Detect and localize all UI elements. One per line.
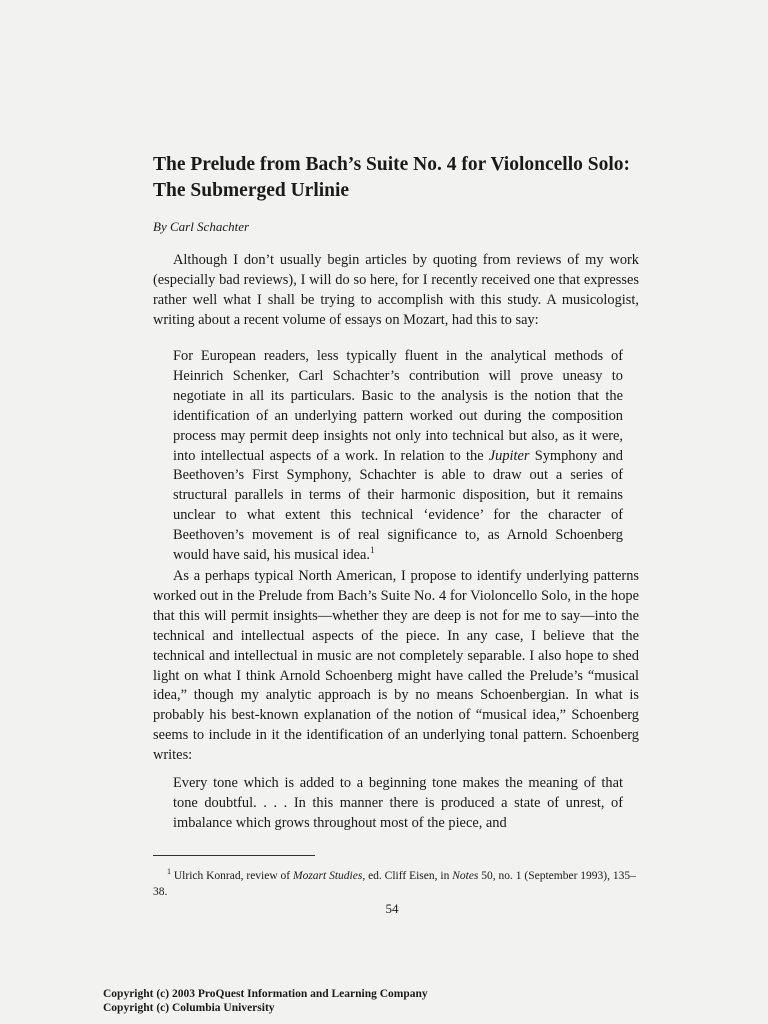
quote-1-italic-jupiter: Jupiter: [488, 447, 530, 464]
block-quote-2: Every tone which is added to a beginning tone makes the meaning of that tone doubtful. . . . In this manner there is produced a state of unrest, of imbalance which grows throughout most of the piece, and: [173, 775, 623, 831]
footnote-text-middle: , ed. Cliff Eisen, in: [362, 869, 453, 882]
quote-1-text-end: Symphony and Beethoven’s First Symphony, Schachter is able to draw out a series of structural parallels in terms of their harmonic disposition, but it remains unclear to what extent this technical ‘evidence’ for the character of Beethoven’s movement is of real significance to, as Arnold Schoenberg would have said, his musical idea.: [173, 447, 624, 564]
copyright-line-1: Copyright (c) 2003 ProQuest Information and Learning Company: [103, 988, 428, 1000]
paragraph-1: Although I don’t usually begin articles by quoting from reviews of my work (especially bad reviews), I will do so here, for I recently received one that expresses rather well what I shall be trying to accomplish with this study. A musicologist, writing about a recent volume of essays on Mozart, had this to say:: [153, 252, 639, 328]
footnote-1: [153, 864, 639, 900]
footnote-italic-title: Mozart Studies: [293, 869, 363, 882]
footnote-text-end: 50, no. 1 (September 1993), 135–38.: [153, 869, 636, 898]
page-number: 54: [385, 901, 399, 916]
copyright-line-2: Copyright (c) Columbia University: [103, 1002, 275, 1014]
copyright-notice: [103, 987, 428, 1015]
footnote-mark: 1: [167, 867, 171, 876]
footnote-text-start: Ulrich Konrad, review of: [173, 869, 293, 882]
footnote-reference-1[interactable]: 1: [370, 545, 375, 556]
quote-1-text-start: For European readers, less typically fluent in the analytical methods of Heinrich Schenker, Carl Schachter’s contribution will prove uneasy to negotiate in all its particulars. Basic to the analysis is the notion that the identification of an underlying pattern worked out during the composition process may permit deep insights not only into technical but also, as it were, into intellectual aspects of a work. In relation to the: [173, 348, 623, 464]
footnote-divider: [153, 855, 315, 856]
article-title: The Prelude from Bach’s Suite No. 4 for Violoncello Solo: The Submerged Urlinie: [153, 154, 631, 201]
author-byline: By Carl Schachter: [153, 219, 250, 234]
footnote-italic-journal: Notes: [452, 869, 479, 882]
block-quote-1: [173, 347, 623, 566]
paragraph-2: As a perhaps typical North American, I propose to identify underlying patterns worked out in the Prelude from Bach’s Suite No. 4 for Violoncello Solo, in the hope that this will permit insights—whether they are deep is not for me to say—into the technical and intellectual aspects of the piece. In any case, I believe that the technical and intellectual in music are not completely separable. I also hope to shed light on what I think Arnold Schoenberg might have called the Prelude’s “musical idea,” though my analytic approach is by no means Schoenbergian. In what is probably his best-known explanation of the notion of “musical idea,” Schoenberg seems to include in it the identification of an underlying tonal pattern. Schoenberg writes:: [153, 568, 639, 764]
